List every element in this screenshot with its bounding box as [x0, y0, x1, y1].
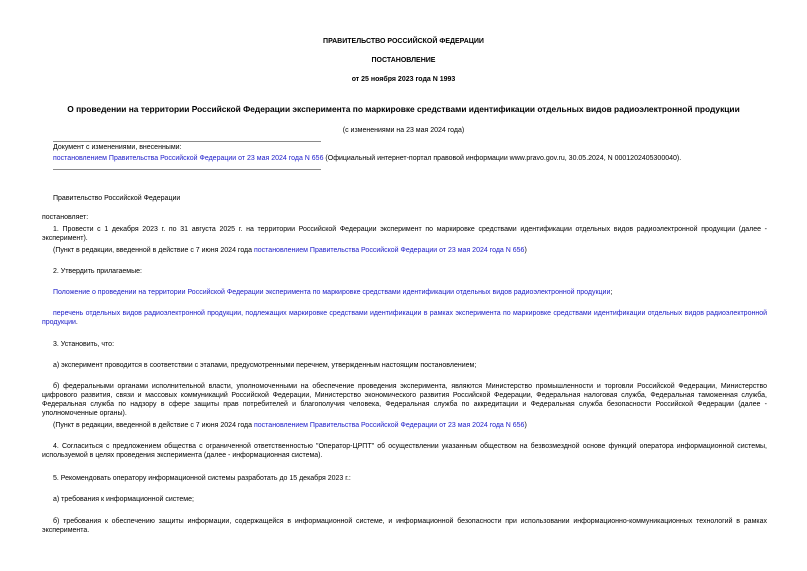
- paragraph-5: 5. Рекомендовать оператору информационной системы разработать до 15 декабря 2023 г.:: [53, 475, 351, 482]
- government-heading: ПРАВИТЕЛЬСТВО РОССИЙСКОЙ ФЕДЕРАЦИИ: [323, 38, 484, 45]
- regulation-link[interactable]: Положение о проведении на территории Российской Федерации эксперимента по маркировке средствами идентификации отдельных видов радиоэлектронной продукции: [53, 289, 611, 296]
- paragraph-5a: а) требования к информационной системе;: [53, 496, 194, 503]
- resolves-line: постановляет:: [42, 214, 89, 221]
- document-title: О проведении на территории Российской Федерации эксперимента по маркировке средствами идентификации отдельных видов радиоэлектронной продукции: [67, 104, 740, 114]
- paragraph-1-note: (Пункт в редакции, введенной в действие с 7 июня 2024 года постановлением Правительства Российской Федерации от 23 мая 2024 года N 656): [53, 247, 527, 254]
- revision-note: (с изменениями на 23 мая 2024 года): [342, 127, 465, 134]
- changes-bottom-rule: [53, 169, 321, 170]
- changes-intro: Документ с изменениями, внесенными:: [53, 144, 182, 151]
- changes-source: (Официальный интернет-портал правовой информации www.pravo.gov.ru, 30.05.2024, N 0001202405300040).: [323, 155, 682, 162]
- p1-amendment-link[interactable]: постановлением Правительства Российской Федерации от 23 мая 2024 года N 656: [253, 247, 525, 254]
- paragraph-3: 3. Установить, что:: [53, 341, 115, 348]
- regulation-item: Положение о проведении на территории Российской Федерации эксперимента по маркировке средствами идентификации отдельных видов радиоэлектронной продукции;: [53, 289, 613, 296]
- paragraph-4: 4. Согласиться с предложением общества с ограниченной ответственностью "Оператор-ЦРПТ" об осуществлении указанным обществом на безвозмездной основе функций оператора информационной системы, используемой в целях проведения эксперимента (далее - информационная система).: [42, 443, 767, 459]
- document-date-number: от 25 ноября 2023 года N 1993: [351, 76, 456, 83]
- government-line: Правительство Российской Федерации: [53, 195, 181, 202]
- paragraph-2: 2. Утвердить прилагаемые:: [53, 268, 142, 275]
- changes-line: [53, 154, 681, 163]
- amendment-link[interactable]: постановлением Правительства Российской Федерации от 23 мая 2024 года N 656: [53, 155, 324, 162]
- paragraph-1: 1. Провести с 1 декабря 2023 г. по 31 августа 2025 г. на территории Российской Федерации эксперимент по маркировке средствами идентификации отдельных видов радиоэлектронной продукции (далее - эксперимент).: [42, 226, 767, 242]
- document-type: ПОСТАНОВЛЕНИЕ: [371, 57, 436, 64]
- product-list-link[interactable]: перечень отдельных видов радиоэлектронной продукции, подлежащих маркировке средствами идентификации в рамках эксперимента по маркировке средствами идентификации отдельных видов радиоэлектронной продукции: [42, 310, 767, 326]
- p3-amendment-link[interactable]: постановлением Правительства Российской Федерации от 23 мая 2024 года N 656: [253, 422, 525, 429]
- product-list-item: перечень отдельных видов радиоэлектронной продукции, подлежащих маркировке средствами идентификации в рамках эксперимента по маркировке средствами идентификации отдельных видов радиоэлектронной продукции.: [42, 310, 767, 326]
- paragraph-3-note: (Пункт в редакции, введенной в действие с 7 июня 2024 года постановлением Правительства Российской Федерации от 23 мая 2024 года N 656): [53, 422, 527, 429]
- changes-top-rule: [53, 141, 321, 142]
- paragraph-5b: б) требования к обеспечению защиты информации, содержащейся в информационной системе, и информационной безопасности при использовании информационно-коммуникационных технологий в рамках эксперимента.: [42, 518, 767, 534]
- paragraph-3b: б) федеральными органами исполнительной власти, уполномоченными на обеспечение проведения эксперимента, являются Министерство промышленности и торговли Российской Федерации, Министерство цифрового развития, связи и массовых коммуникаций Российской Федерации, Министерство экономического развития Российской Федерации, Федеральная налоговая служба, Федеральная таможенная служба, Федеральная служба по надзору в сфере защиты прав потребителей и благополучия человека, Федеральная служба по аккредитации и Федеральная служба безопасности Российской Федерации (далее - уполномоченные органы).: [42, 383, 767, 417]
- paragraph-3a: а) эксперимент проводится в соответствии с этапами, предусмотренными перечнем, утвержденным настоящим постановлением;: [53, 362, 477, 369]
